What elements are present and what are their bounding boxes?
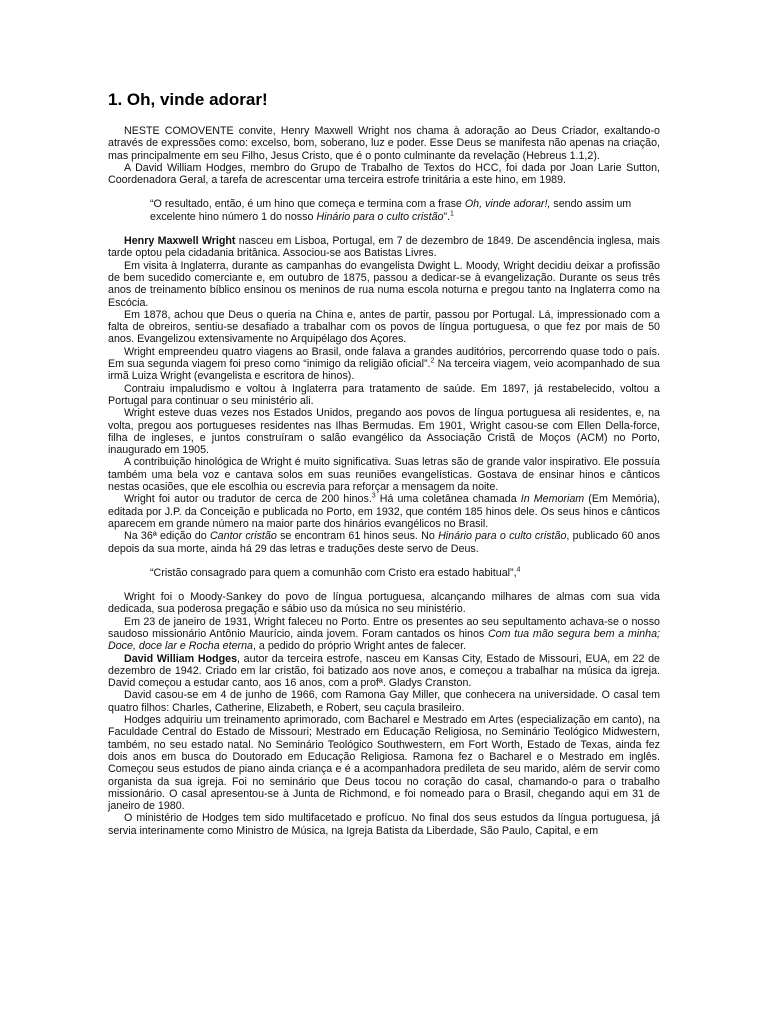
paragraph-text: , autor da terceira estrofe, nasceu em Kansas City, Estado de Missouri, EUA, em 22 de dezembro de 1942. Criado em lar cristão, foi batizado aos nove anos, e começou a trabalhar na música da igreja. David começou a estudar canto, aos 16 anos, com a profª. Gladys Cranston. [108,652,660,690]
paragraph: NESTE COMOVENTE convite, Henry Maxwell Wright nos chama à adoração ao Deus Criador, exaltando-o através de expressões como: excelso, bom, soberano, luz e poder. Esse Deus se manifesta não apenas na criação, mas principalmente em seu Filho, Jesus Cristo, que é o ponto culminante da revelação (Hebreus 1.1,2). [108,125,660,162]
footnote-ref: 1 [450,210,454,218]
quote-emphasis: Hinário para o culto cristão [316,210,444,223]
chapter-title: 1. Oh, vinde adorar! [108,90,268,109]
paragraph: A David William Hodges, membro do Grupo de Trabalho de Textos do HCC, foi dada por Joan Larie Sutton, Coordenadora Geral, a tarefa de acrescentar uma terceira estrofe trinitária a este hino, em 1989. [108,161,660,187]
quote-text: “Cristão consagrado para quem a comunhão com Cristo era estado habitual”, [150,566,517,579]
quote-emphasis: Oh, vinde adorar!, [464,198,551,211]
paragraph: Em visita à Inglaterra, durante as campanhas do evangelista Dwight L. Moody, Wright decidiu deixar a profissão de bem sucedido comerciante e, em outubro de 1875, passou a dedicar-se à evangelização. Durante os seus três anos de treinamento bíblico ensinou os meninos de rua numa escola noturna e pregou tanto na Inglaterra como na Escócia. [108,259,660,309]
paragraph-text: Wright empreendeu quatro viagens ao Brasil, onde falava a grandes auditórios, percorrendo quase todo o país. Em sua segunda viagem foi preso como “inimigo da religião oficial”. [108,345,660,371]
paragraph [108,530,660,555]
paragraph [108,653,660,690]
book-title: In Memoriam [520,493,585,506]
paragraph: Hodges adquiriu um treinamento aprimorado, com Bacharel e Mestrado em Artes (especialização em canto), na Faculdade Central do Estado de Missouri; Mestrado em Educação Religiosa, no Seminário Teológico Midwestern, também, no seu estado natal. No Seminário Teológico Southwestern, em Fort Worth, Estado de Texas, ainda fez dois anos em busca do Doutorado em Educação Religiosa. Ramona fez o Bacharel e o Mestrado em inglês. Começou seus estudos de piano ainda criança e é a acompanhadora predileta de seu marido, além de servir como organista da sua igreja. Foi no seminário que Deus tocou no coração do casal, chamando-o para o trabalho missionário. O casal apresentou-se à Junta de Richmond, e foi nomeado para o Brasil, chegando aqui em 31 de janeiro de 1980. [108,714,660,813]
paragraph: Em 1878, achou que Deus o queria na China e, antes de partir, passou por Portugal. Lá, impressionado com a falta de obreiros, sentiu-se desafiado a trabalhar com os povos de língua portuguesa, o que fez por mais de 50 anos. Evangelizou extensivamente no Arquipélago dos Açores. [108,308,660,346]
paragraph-text: , a pedido do próprio Wright antes de falecer. [252,640,467,653]
document-page [108,90,660,837]
paragraph: O ministério de Hodges tem sido multifacetado e profícuo. No final dos seus estudos da língua portuguesa, já servia interinamente como Ministro de Música, na Igreja Batista da Liberdade, São Paulo, Capital, e em [108,812,660,837]
quote-text: “O resultado, então, é um hino que começa e termina com a frase [150,198,465,211]
paragraph: A contribuição hinológica de Wright é muito significativa. Suas letras são de grande valor inspirativo. Ele possuía também uma bela voz e cantava solos em suas reuniões evangelísticas. Gostava de ensinar hinos e cânticos nestas ocasiões, que ele escolhia ou escrevia para reforçar a mensagem da noite. [108,456,660,494]
paragraph: David casou-se em 4 de junho de 1966, com Ramona Gay Miller, que conhecera na universidade. O casal tem quatro filhos: Charles, Catherine, Elizabeth, e Robert, seu caçula brasileiro. [108,689,660,714]
paragraph-text: Na 36ª edição do [124,530,210,543]
block-quote [150,567,660,579]
footnote-ref: 4 [516,566,521,574]
paragraph [108,235,660,260]
quote-text: ”. [443,210,451,223]
footnote-ref: 3 [371,492,376,500]
quote-text: sendo assim um excelente hino número 1 do nosso [150,198,632,223]
paragraph [108,616,660,653]
paragraph [108,346,660,383]
paragraph-text: Há uma coletânea chamada [375,493,521,506]
paragraph [108,493,660,530]
book-title: Cantor cristão [209,530,277,543]
paragraph-text: , publicado 60 anos depois da sua morte, ainda há 29 das letras e traduções deste servo de Deus. [108,530,661,555]
person-name: Henry Maxwell Wright [124,235,236,248]
footnote-ref: 2 [430,357,435,365]
paragraph-text: nasceu em Lisboa, Portugal, em 7 de dezembro de 1849. De ascendência inglesa, mais tarde optou pela cidadania britânica. Associou-se aos Batistas Livres. [108,235,660,260]
block-quote [150,198,660,223]
person-name: David William Hodges [124,652,238,665]
paragraph: Contraiu impaludismo e voltou à Inglaterra para tratamento de saúde. Em 1897, já restabelecido, voltou a Portugal para continuar o seu ministério ali. [108,382,660,407]
hymn-titles: Com tua mão segura bem a minha; Doce, doce lar e Rocha eterna [108,627,660,653]
paragraph-text: Em 23 de janeiro de 1931, Wright faleceu no Porto. Entre os presentes ao seu sepultamento achava-se o nosso saudoso missionário Antônio Maurício, ainda jovem. Foram cantados os hinos [108,615,660,640]
paragraph-text: se encontram 61 hinos seus. No [276,530,439,543]
paragraph: Wright esteve duas vezes nos Estados Unidos, pregando aos povos de língua portuguesa ali residentes, e, na volta, pregou aos portugueses residentes nas Ilhas Bermudas. Em 1901, Wright casou-se com Ellen Della-force, filha de ingleses, e juntos construíram o salão evangélico da Associação Cristã de Moços (ACM) no Porto, inaugurado em 1905. [108,407,660,457]
book-title: Hinário para o culto cristão [438,530,567,543]
paragraph: Wright foi o Moody-Sankey do povo de língua portuguesa, alcançando milhares de almas com sua vida dedicada, sua poderosa pregação e sábio uso da música no seu ministério. [108,591,660,616]
paragraph-text: (Em Memória), editada por J.P. da Conceição e publicada no Porto, em 1932, que contém 185 hinos dele. Os seus hinos e cânticos aparecem em grande número na maior parte dos hinários evangélicos no Brasil. [108,493,660,530]
paragraph-text: Wright foi autor ou tradutor de cerca de 200 hinos. [124,493,372,506]
paragraph-text: Na terceira viagem, veio acompanhado de sua irmã Luiza Wright (evangelista e escritora de hinos). [108,358,660,383]
